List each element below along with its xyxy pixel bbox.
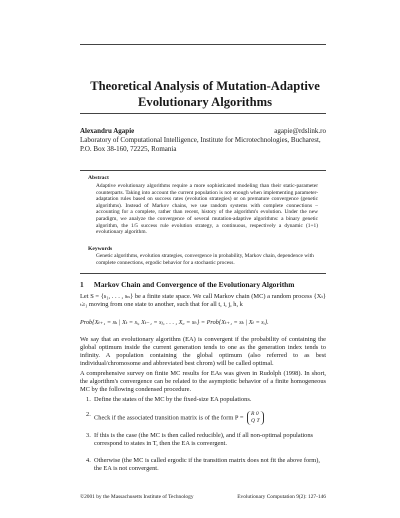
matrix-row-1: R 0 <box>251 411 259 417</box>
author-email[interactable]: agapie@rdslink.ro <box>274 127 326 135</box>
title-line-2: Evolutionary Algorithms <box>138 95 272 109</box>
list-text: Define the states of the MC by the fixed-size EA populations. <box>94 396 252 403</box>
section-title: Markov Chain and Convergence of the Evolutionary Algorithm <box>93 280 295 289</box>
title-rule <box>80 113 326 114</box>
journal-citation: Evolutionary Computation 9(2): 127-146 <box>237 494 326 500</box>
list-number: 3. <box>86 432 91 439</box>
author-name: Alexandru Agapie <box>80 127 135 135</box>
paragraph-markov-definition: Let S = {s₁, . . . , sₙ} be a finite state space. We call Markov chain (MC) a random process {Xₜ}ₜ≥₁ moving from one state to another, such that for all t, i, j, h, k <box>80 293 326 308</box>
markov-equation: Prob{Xₜ₊₁ = sₖ | Xₜ = sᵢ, Xₜ₋₁ = sⱼ, . . . , X₀ = sₕ} = Prob{Xₜ₊₁ = sₖ | Xₜ = sᵢ}. <box>80 319 269 326</box>
paragraph-survey: A comprehensive survey on finite MC results for EAs was given in Rudolph (1998). In short, the algorithm's convergence can be related to the asymptotic behavior of a finite homogeneous MC by the following condensed procedure. <box>80 370 326 393</box>
list-text: If this is the case (the MC is then called reducible), and if all non-optimal populations correspond to states in T, then the EA is convergent. <box>94 432 314 447</box>
paper-title <box>60 78 350 110</box>
list-text: Otherwise (the MC is called ergodic if the transition matrix does not fit the above form), the EA is not convergent. <box>94 457 320 472</box>
title-line-1: Theoretical Analysis of Mutation-Adaptive <box>90 79 320 93</box>
affiliation <box>80 136 330 154</box>
abstract-heading: Abstract <box>88 175 109 181</box>
affiliation-line-2: P.O. Box 38-160, 72225, Romania <box>80 145 177 153</box>
matrix-row-2: Q T <box>251 418 260 424</box>
copyright: ©2001 by the Massachusetts Institute of Technology <box>80 494 194 500</box>
abstract-rule-top <box>80 170 326 171</box>
author-row <box>80 127 326 136</box>
affiliation-line-1: Laboratory of Computational Intelligence, Institute for Microtechnologies, Bucharest, <box>80 136 321 144</box>
paragraph-convergence: We say that an evolutionary algorithm (EA) is convergent if the probability of containing the global optimum inside the current generation tends to one as the generation index tends to infinity. A population containing the global optimum (also referred to as best individual/chromosome and abbreviated best chrom) will be called optimal. <box>80 336 326 367</box>
top-rule <box>80 44 326 45</box>
list-number: 1. <box>86 396 91 403</box>
abstract-text: Adaptive evolutionary algorithms require a more sophisticated modeling than their static-parameter counterparts. Taking into account the current population is not enough when implementing parameter-adaptation rules based on success rates (evolution strategies) or on premature convergence (genetic algorithms). Instead of Markov chains, we use random systems with complete connections – accounting for a complete, rather than recent, history of the algorithm's evolution. Under the new paradigm, we analyze the convergence of several mutation-adaptive algorithms: a binary genetic algorithm, the 1/5 success rule evolution strategy, a continuous, respectively a dynamic (1+1) evolutionary algorithm. <box>96 183 318 236</box>
keywords-heading: Keywords <box>88 246 113 252</box>
list-number: 4. <box>86 457 91 464</box>
abstract-rule-bottom <box>80 273 326 274</box>
list-number: 2. <box>86 411 91 418</box>
section-number: 1 <box>80 280 84 289</box>
section-heading <box>80 280 294 289</box>
transition-matrix <box>247 411 264 425</box>
page-footer <box>80 494 326 501</box>
list-text: Check if the associated transition matrix is of the form P = <box>94 414 244 422</box>
list-text-with-matrix <box>94 411 326 425</box>
keywords-text: Genetic algorithms, evolution strategies, convergence in probability, Markov chain, dependence with complete connections, ergodic behavior for a stochastic process. <box>96 253 314 266</box>
